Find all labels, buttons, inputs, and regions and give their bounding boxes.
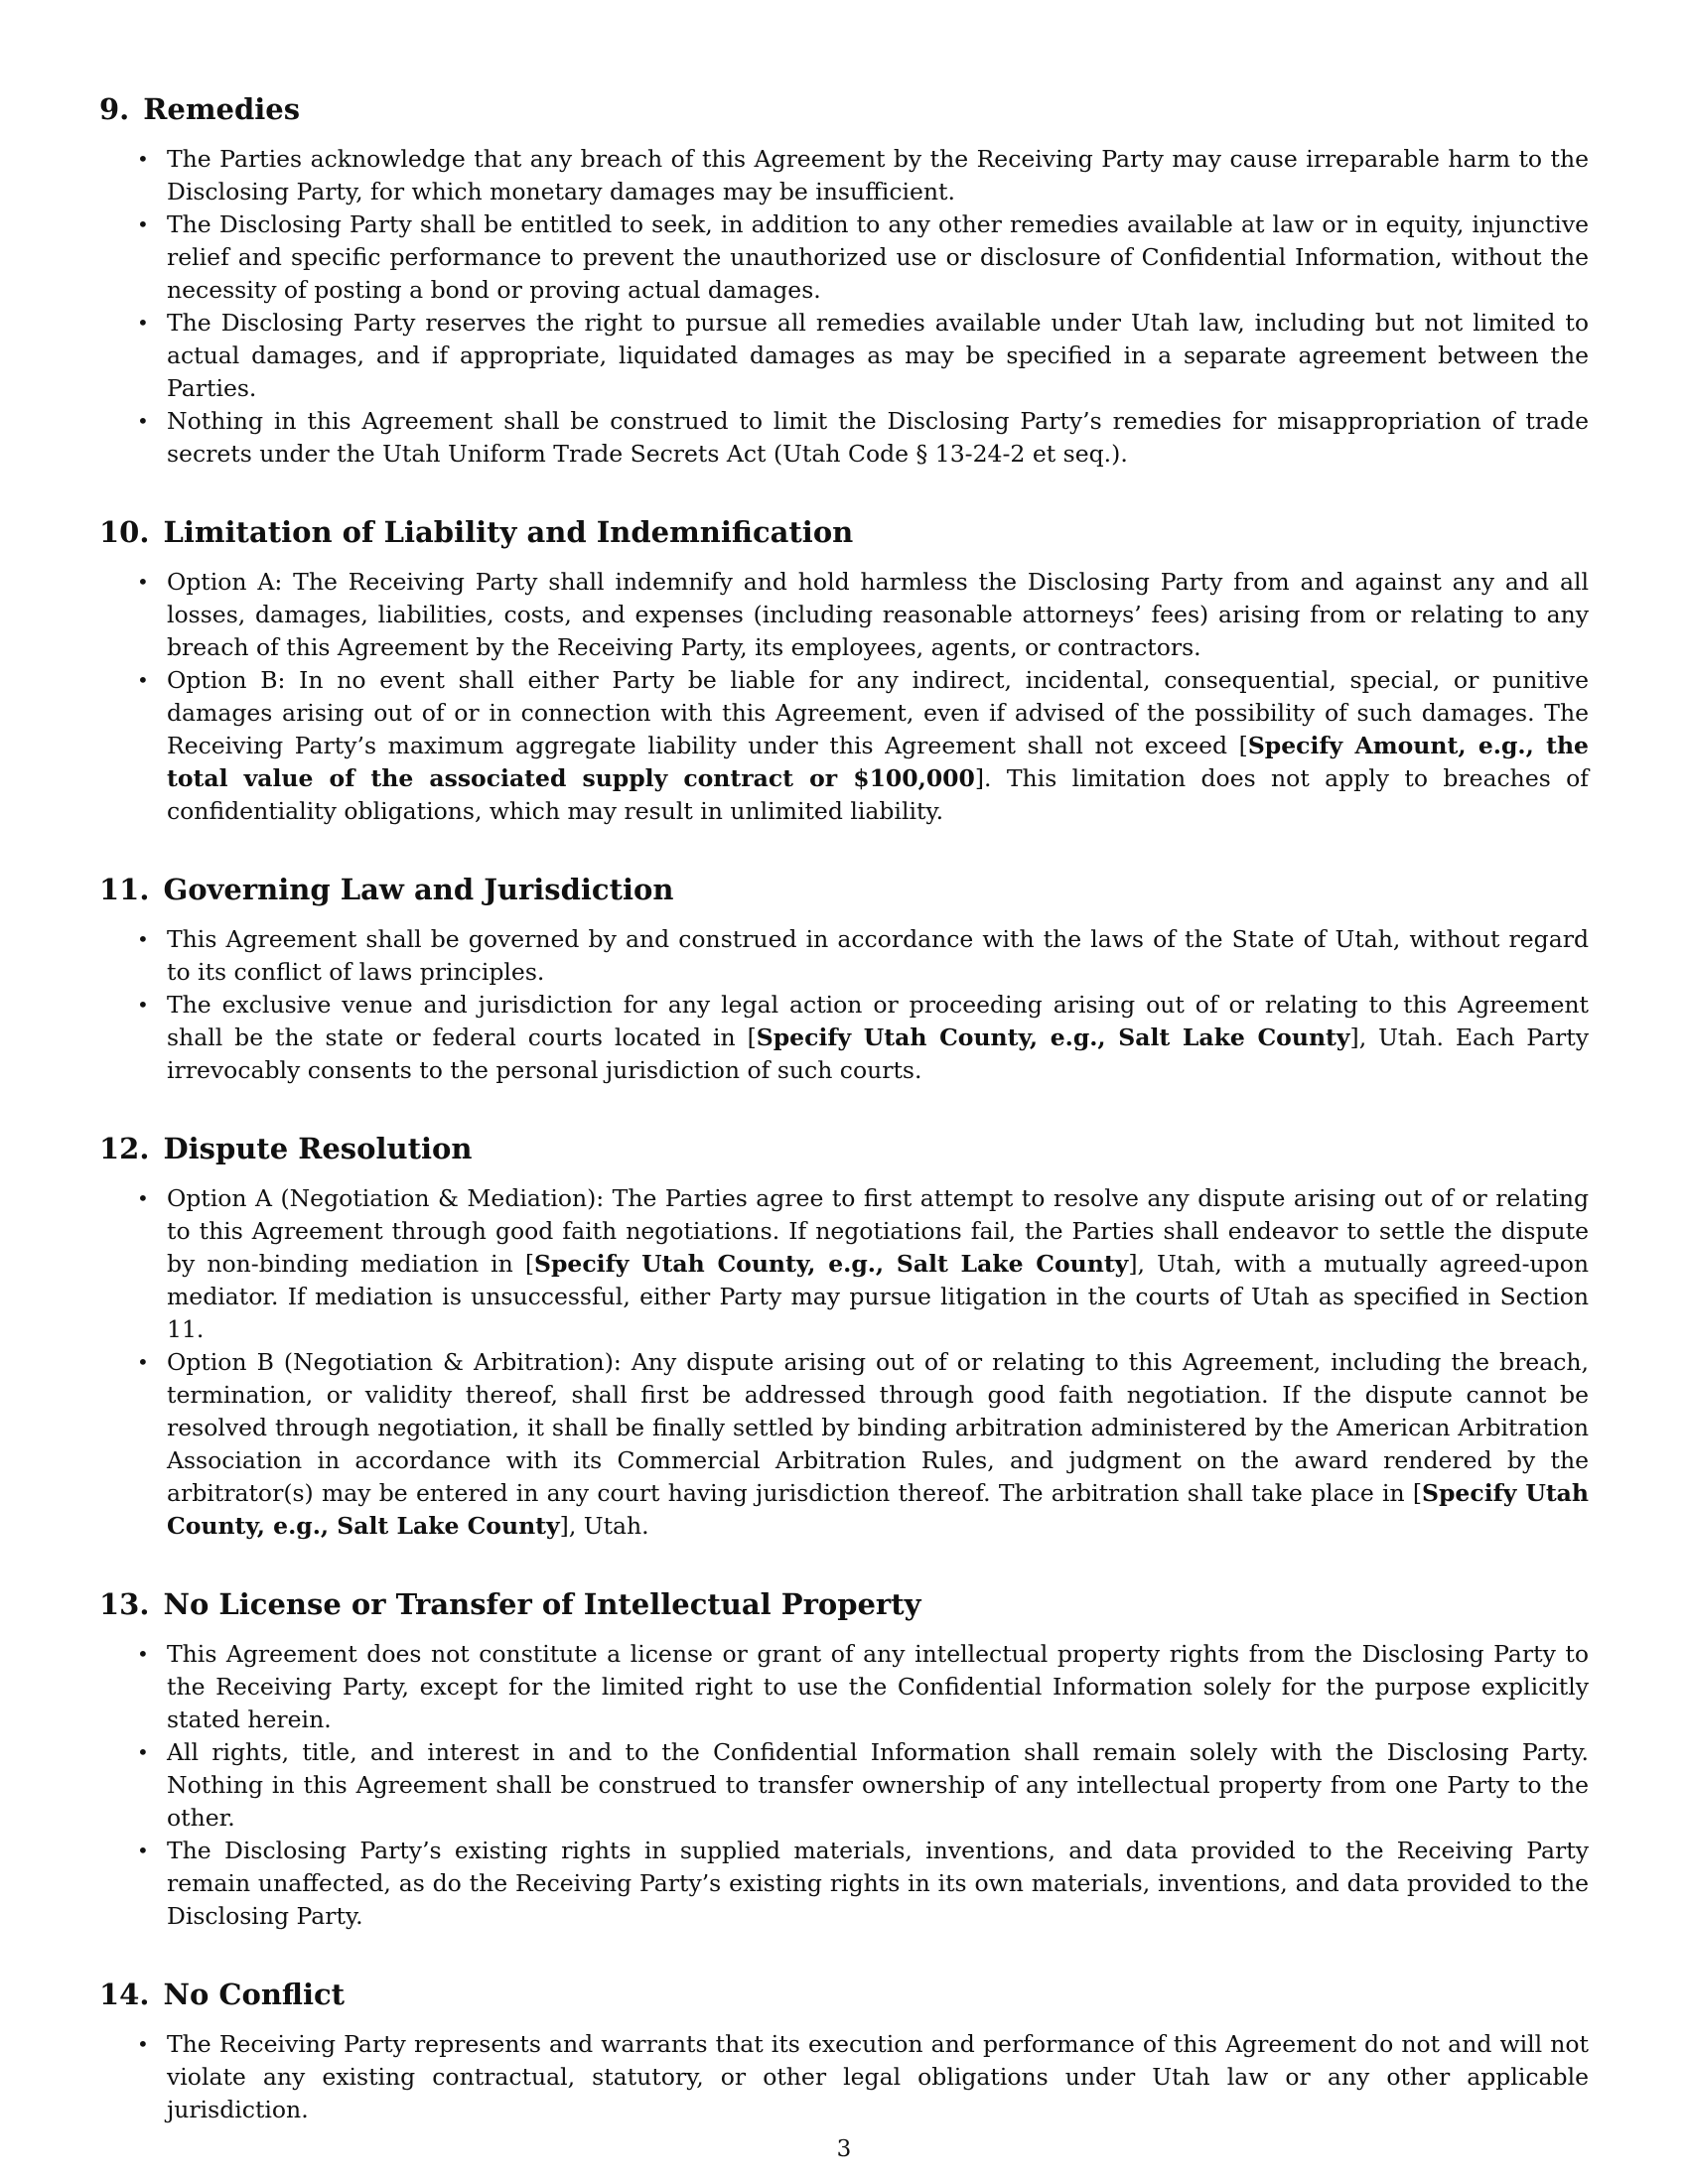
section-title: No License or Transfer of Intellectual Property	[163, 1587, 921, 1621]
list-item	[99, 1182, 1589, 1346]
bullet-list	[99, 143, 1589, 471]
section-5	[99, 1584, 1589, 1933]
list-item	[99, 1835, 1589, 1933]
bullet-list	[99, 566, 1589, 828]
item-text: ], Utah, with a mutually agreed-upon mediator. If mediation is unsuccessful, either Party may pursue litigation in the courts of Utah as specified in Section 11.	[167, 1250, 1589, 1343]
section-number: 12.	[99, 1132, 150, 1165]
list-item	[99, 1346, 1589, 1543]
list-item	[99, 1736, 1589, 1835]
item-text: The Disclosing Party reserves the right to pursue all remedies available under Utah law, including but not limited to actual damages, and if appropriate, liquidated damages as may be specified in a separate agreement between the Parties.	[167, 309, 1589, 402]
placeholder-text: Specify Utah County, e.g., Salt Lake County	[167, 1479, 1589, 1540]
list-item	[99, 664, 1589, 828]
list-item	[99, 923, 1589, 989]
bullet-icon: •	[137, 668, 149, 692]
bullet-icon: •	[137, 927, 149, 951]
list-item	[99, 1638, 1589, 1736]
section-heading	[99, 512, 1589, 552]
item-text: Option B (Negotiation & Arbitration): Any dispute arising out of or relating to this Agreement, including the breach, termination, or validity thereof, shall first be addressed through good faith negotiation. If the dispute cannot be resolved through negotiation, it shall be finally settled by binding arbitration administered by the American Arbitration Association in accordance with its Commercial Arbitration Rules, and judgment on the award rendered by the arbitrator(s) may be entered in any court having jurisdiction thereof. The arbitration shall take place in [	[167, 1348, 1589, 1507]
section-number: 14.	[99, 1978, 150, 2011]
list-item	[99, 989, 1589, 1087]
section-1	[99, 89, 1589, 471]
item-text: Option A (Negotiation & Mediation): The Parties agree to first attempt to resolve any dispute arising out of or relating to this Agreement through good faith negotiations. If negotiations fail, the Parties shall endeavor to settle the dispute by non-binding mediation in [	[167, 1184, 1589, 1278]
list-item	[99, 307, 1589, 405]
section-heading	[99, 1129, 1589, 1168]
item-text: The Disclosing Party shall be entitled to seek, in addition to any other remedies available at law or in equity, injunctive relief and specific performance to prevent the unauthorized use or disclosure of Confidential Information, without the necessity of posting a bond or proving actual damages.	[167, 210, 1589, 304]
bullet-icon: •	[137, 311, 149, 335]
item-text: ]. This limitation does not apply to breaches of confidentiality obligations, which may result in unlimited liability.	[167, 764, 1589, 825]
item-text: Option A: The Receiving Party shall indemnify and hold harmless the Disclosing Party from and against any and all losses, damages, liabilities, costs, and expenses (including reasonable attorneys’ fees) arising from or relating to any breach of this Agreement by the Receiving Party, its employees, agents, or contractors.	[167, 568, 1589, 661]
document-page	[99, 89, 1589, 2168]
item-text: All rights, title, and interest in and to the Confidential Information shall remain solely with the Disclosing Party. Nothing in this Agreement shall be construed to transfer ownership of any intellectual property from one Party to the other.	[167, 1738, 1589, 1832]
list-item	[99, 143, 1589, 208]
section-number: 11.	[99, 873, 150, 906]
placeholder-text: Specify Amount, e.g., the total value of the associated supply contract or $100,000	[167, 732, 1589, 792]
bullet-icon: •	[137, 993, 149, 1017]
bullet-list	[99, 1182, 1589, 1543]
item-text: The exclusive venue and jurisdiction for any legal action or proceeding arising out of or relating to this Agreement shall be the state or federal courts located in [	[167, 991, 1589, 1051]
list-item	[99, 2028, 1589, 2126]
placeholder-text: Specify Utah County, e.g., Salt Lake County	[534, 1250, 1129, 1278]
item-text: This Agreement shall be governed by and construed in accordance with the laws of the State of Utah, without regard to its conflict of laws principles.	[167, 925, 1589, 986]
bullet-icon: •	[137, 1642, 149, 1666]
bullet-icon: •	[137, 1839, 149, 1862]
section-4	[99, 1129, 1589, 1543]
bullet-icon: •	[137, 147, 149, 171]
section-3	[99, 870, 1589, 1087]
section-heading	[99, 870, 1589, 909]
section-title: Dispute Resolution	[163, 1132, 473, 1165]
page-number: 3	[836, 2136, 852, 2162]
item-text: Nothing in this Agreement shall be construed to limit the Disclosing Party’s remedies for misappropriation of trade secrets under the Utah Uniform Trade Secrets Act (Utah Code § 13-24-2 et seq.).	[167, 407, 1589, 468]
section-title: Governing Law and Jurisdiction	[163, 873, 674, 906]
item-text: ], Utah.	[559, 1512, 649, 1540]
item-text: The Disclosing Party’s existing rights in supplied materials, inventions, and data provided to the Receiving Party remain unaffected, as do the Receiving Party’s existing rights in its own materials, inventions, and data provided to the Disclosing Party.	[167, 1837, 1589, 1930]
list-item	[99, 566, 1589, 664]
placeholder-text: Specify Utah County, e.g., Salt Lake County	[756, 1024, 1350, 1051]
sections-container	[99, 89, 1589, 2126]
section-2	[99, 512, 1589, 828]
section-heading	[99, 89, 1589, 129]
section-6	[99, 1975, 1589, 2126]
bullet-list	[99, 1638, 1589, 1933]
list-item	[99, 405, 1589, 471]
bullet-icon: •	[137, 570, 149, 594]
item-text: The Parties acknowledge that any breach of this Agreement by the Receiving Party may cause irreparable harm to the Disclosing Party, for which monetary damages may be insufficient.	[167, 145, 1589, 205]
section-title: No Conflict	[163, 1978, 346, 2011]
bullet-icon: •	[137, 212, 149, 236]
bullet-list	[99, 923, 1589, 1087]
section-number: 10.	[99, 515, 150, 549]
section-number: 13.	[99, 1587, 150, 1621]
section-title: Limitation of Liability and Indemnification	[163, 515, 854, 549]
bullet-icon: •	[137, 1740, 149, 1764]
section-heading	[99, 1584, 1589, 1624]
bullet-icon: •	[137, 1350, 149, 1374]
item-text: ], Utah. Each Party irrevocably consents to the personal jurisdiction of such courts.	[167, 1024, 1589, 1084]
item-text: The Receiving Party represents and warrants that its execution and performance of this Agreement do not and will not violate any existing contractual, statutory, or other legal obligations under Utah law or any other applicable jurisdiction.	[167, 2030, 1589, 2123]
bullet-list	[99, 2028, 1589, 2126]
item-text: This Agreement does not constitute a license or grant of any intellectual property rights from the Disclosing Party to the Receiving Party, except for the limited right to use the Confidential Information solely for the purpose explicitly stated herein.	[167, 1640, 1589, 1733]
bullet-icon: •	[137, 1186, 149, 1210]
list-item	[99, 208, 1589, 307]
section-title: Remedies	[143, 92, 301, 126]
section-number: 9.	[99, 92, 130, 126]
bullet-icon: •	[137, 2032, 149, 2056]
bullet-icon: •	[137, 409, 149, 433]
section-heading	[99, 1975, 1589, 2014]
item-text: Option B: In no event shall either Party be liable for any indirect, incidental, consequential, special, or punitive damages arising out of or in connection with this Agreement, even if advised of the possibility of such damages. The Receiving Party’s maximum aggregate liability under this Agreement shall not exceed [	[167, 666, 1589, 759]
